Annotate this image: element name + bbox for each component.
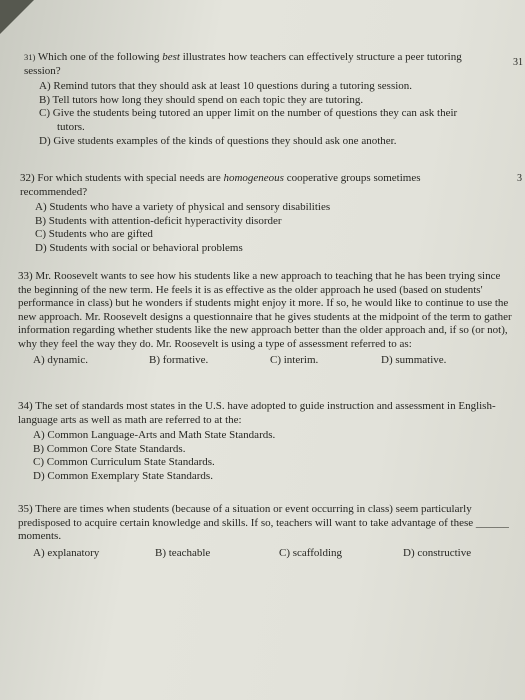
question-32 [20,172,460,256]
question-number: 33) [18,270,33,282]
question-number: 35) [18,503,33,515]
option-b: B) Common Core State Standards. [33,442,186,455]
q31-edge-marker: 31 [513,57,523,68]
question-33 [18,270,514,367]
option-d: D) Students with social or behavioral problems [35,241,243,254]
q32-edge-marker: 3 [517,173,522,184]
option-d: D) constructive [403,546,472,559]
option-a: A) Students who have a variety of physical and sensory disabilities [35,201,331,214]
stem-text: The set of standards most states in the U.S. have adopted to guide instruction and assessment in English-language arts as well as math are referred to at the: [18,400,496,426]
option-a: A) dynamic. [33,353,88,366]
question-35 [18,503,516,560]
question-31 [24,51,484,148]
stem-text: There are times when students (because of a situation or event occurring in class) seem particularly predisposed to acquire certain knowledge and skills. If so, teachers will want to take advantage of these ______ moments. [18,503,509,543]
option-a: A) Remind tutors that they should ask at least 10 questions during a tutoring session. [39,80,413,93]
option-c: C) Students who are gifted [35,228,153,241]
option-b: B) teachable [155,546,211,559]
emphasis-text: best [162,51,180,63]
option-c: C) scaffolding [279,546,343,559]
question-stem [24,51,484,78]
stem-text: For which students with special needs are [37,172,224,184]
question-34 [18,400,508,484]
stem-text: cooperative groups sometimes recommended? [20,172,421,198]
question-number: 32) [20,172,35,184]
stem-text: illustrates how teachers can effectively structure a peer tutoring session? [24,51,462,77]
options-row [18,354,514,368]
option-c-continuation: tutors. [57,120,85,133]
option-c: C) interim. [270,353,319,366]
option-d: D) Give students examples of the kinds of questions they should ask one another. [39,134,397,147]
stem-text: Which one of the following [37,51,163,63]
question-number: 31) [24,52,36,62]
option-c: C) Give the students being tutored an upper limit on the number of questions they can ask their [39,107,458,120]
question-stem [18,400,508,427]
option-d: D) summative. [381,353,447,366]
emphasis-text: homogeneous [223,172,284,184]
stem-text: Mr. Roosevelt wants to see how his students like a new approach to teaching that he has been trying since the beginning of the new term. He feels it is as effective as the older approach he used (based on students' performance in class) but he wonders if students might enjoy it more. If so, he would like to continue to use the new approach. Mr. Roosevelt designs a questionnaire that he gives students at the midpoint of the term to gather information regarding whether students like the new approach better than the older approach and, if so (or not), why they feel the way they do. Mr. Roosevelt is using a type of assessment referred to as: [18,270,512,350]
page-corner-shadow [0,0,34,34]
option-b: B) Students with attention-deficit hyperactivity disorder [35,214,282,227]
question-stem [20,172,460,199]
question-number: 34) [18,400,33,412]
option-b: B) formative. [149,353,209,366]
options-row [18,547,516,561]
question-stem [18,503,516,544]
question-stem [18,270,514,352]
option-a: A) Common Language-Arts and Math State Standards. [33,429,276,442]
option-a: A) explanatory [33,546,100,559]
option-b: B) Tell tutors how long they should spend on each topic they are tutoring. [39,93,364,106]
option-d: D) Common Exemplary State Standards. [33,469,213,482]
option-c: C) Common Curriculum State Standards. [33,456,215,469]
